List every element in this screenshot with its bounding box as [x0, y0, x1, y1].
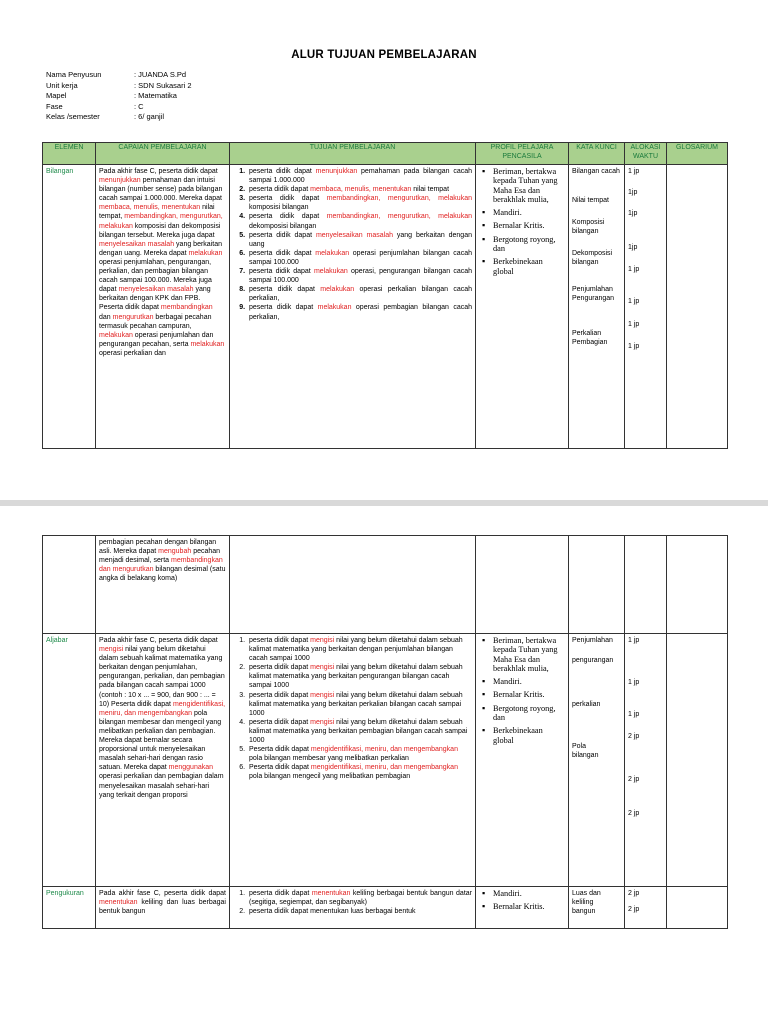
highlighted-verb: melakukan: [315, 249, 350, 257]
text-run: berbagai pecahan termasuk pecahan campuran,: [99, 313, 212, 330]
list-item: [247, 185, 472, 194]
list-item: [247, 636, 472, 663]
highlighted-verb: mengidentifikasi, meniru, dan mengembangkan: [310, 746, 458, 754]
alokasi-cell: [625, 536, 667, 634]
highlighted-verb: melakukan: [313, 268, 348, 276]
meta-value: : Matematika: [134, 91, 177, 101]
list-item: [247, 303, 472, 321]
profil-cell: [476, 165, 569, 449]
keyword: Nilai tempat: [572, 197, 609, 204]
keyword: Dekomposisi bilangan: [572, 250, 613, 267]
text-run: Pada akhir fase C, peserta didik dapat: [99, 168, 218, 175]
text-run: nilai yang belum diketahui dalam sebuah kalimat matematika yang berkaitan pembagian bilangan cacah sampai 1000: [249, 718, 468, 745]
meta-value: : C: [134, 101, 144, 111]
table-row-bilangan: [43, 165, 728, 449]
text-run: operasi penjumlahan dan pengurangan pecahan, serta: [99, 331, 214, 348]
meta-label: Kelas /semester: [46, 112, 100, 122]
elemen-cell: Pengukuran: [43, 887, 96, 929]
time-allocation: 1 jp: [628, 298, 640, 305]
table-header-row: [43, 143, 728, 165]
list-item: [247, 718, 472, 745]
keyword: Perkalian Pembagian: [572, 330, 608, 347]
text-run: pecahan menjadi desimal, serta: [99, 548, 221, 565]
text-run: pola bilangan membesar dan mengecil yang melibatkan perkalian dan pembagian. Mereka dapat bernalar secara proporsional untuk menyelesaikan masalah sehari-hari dengan rasio satuan. Mereka dapat: [99, 709, 222, 772]
text-run: keliling dan luas berbagai bentuk bangun: [99, 899, 226, 916]
highlighted-verb: membandingkan: [160, 304, 213, 312]
list-item: ▪ Berkebinekaan global: [493, 726, 565, 745]
highlighted-verb: melakukan: [188, 249, 223, 257]
keyword: Penjumlahan: [572, 637, 613, 644]
text-run: pola bilangan mengecil yang melibatkan pembagian: [249, 773, 411, 781]
highlighted-verb: mengisi: [99, 646, 124, 654]
text-run: yang berkaitan dengan KPK dan FPB. Peserta didik dapat: [99, 286, 211, 312]
capaian-text: [99, 167, 226, 358]
highlighted-verb: membaca, menulis, menentukan: [99, 204, 201, 212]
text-run: pembagian pecahan dengan bilangan asli. Mereka dapat: [99, 539, 217, 556]
kata-kunci-cell: [569, 634, 625, 887]
list-item: [247, 745, 472, 763]
table-row-aljabar: [43, 634, 728, 887]
text-run: operasi penjumlahan, pengurangan, perkalian, dan pembagian bilangan cacah sampai 100.000. Mereka juga dapat: [99, 258, 212, 294]
highlighted-verb: menyelesaikan masalah: [118, 286, 194, 294]
highlighted-verb: mengubah: [158, 548, 192, 556]
highlighted-verb: membandingkan, mengurutkan, melakukan: [326, 195, 472, 203]
profil-cell: [476, 536, 569, 634]
text-run: operasi perkalian bilangan cacah perkalian,: [249, 286, 472, 303]
keyword: Luas dan keliling bangun: [572, 890, 601, 916]
list-item: ▪ Bernalar Kritis.: [493, 902, 565, 911]
elemen-cell: [43, 536, 96, 634]
list-item: [247, 907, 472, 916]
highlighted-verb: menentukan: [99, 899, 138, 907]
list-item: ▪ Berkebinekaan global: [493, 257, 565, 276]
meta-row: [46, 112, 192, 123]
text-run: pola bilangan membesar yang melibatkan perkalian: [249, 755, 409, 763]
list-item: ▪ Bernalar Kritis.: [493, 690, 565, 699]
highlighted-verb: menyelesaikan masalah: [315, 231, 393, 239]
table-row-bilangan-continued: [43, 536, 728, 634]
meta-label: Nama Penyusun: [46, 70, 102, 79]
highlighted-verb: melakukan: [99, 331, 133, 339]
text-run: operasi pembagian bilangan cacah perkalian,: [249, 304, 472, 321]
list-item: ▪ Mandiri.: [493, 889, 565, 898]
meta-value: : JUANDA S.Pd: [134, 70, 187, 79]
text-run: peserta didik dapat menentukan luas berbagai bentuk: [249, 908, 416, 916]
table-row-pengukuran: [43, 887, 728, 929]
text-run: Pada akhir fase C, peserta didik dapat: [99, 890, 226, 897]
list-item: ▪ Bergotong royong, dan: [493, 235, 565, 254]
text-run: dekomposisi bilangan: [249, 222, 317, 230]
highlighted-verb: mengisi: [310, 637, 335, 644]
text-run: yang berkaitan dengan uang. Mereka dapat: [99, 240, 222, 257]
time-allocation: 1jp: [628, 210, 638, 217]
text-run: komposisi bilangan: [249, 204, 309, 212]
header-elemen: ELEMEN: [43, 143, 96, 165]
text-run: pemahaman pada bilangan cacah sampai 1.000.000: [249, 168, 472, 185]
time-allocation: 2 jp: [628, 906, 640, 914]
header-capaian: CAPAIAN PEMBELAJARAN: [96, 143, 230, 165]
highlighted-verb: melakukan: [320, 286, 355, 294]
profil-cell: [476, 634, 569, 887]
text-run: peserta didik dapat: [249, 286, 321, 294]
elemen-cell: Bilangan: [43, 165, 96, 449]
text-run: peserta didik dapat: [249, 195, 327, 203]
document-page-1: [0, 0, 768, 500]
keyword: Penjumlahan Pengurangan: [572, 286, 615, 303]
list-item: [247, 267, 472, 285]
meta-row: [46, 102, 192, 113]
highlighted-verb: menggunakan: [168, 764, 214, 772]
capaian-text: [99, 636, 226, 800]
text-run: nilai yang belum diketahui dalam sebuah kalimat matematika yang berkaitan dengan penjumlahan, pengurangan, perkalian, dan pembagian pada bilangan cacah sampai 1000 (contoh : 10 x ... = 900, dan 900 : ... = 10) Peserta didik dapat: [99, 646, 225, 708]
glosarium-cell: [667, 634, 728, 887]
time-allocation: 1jp: [628, 189, 638, 196]
list-item: ▪ Mandiri.: [493, 208, 565, 217]
glosarium-cell: [667, 165, 728, 449]
identity-block: [46, 70, 192, 123]
meta-row: [46, 70, 192, 81]
list-item: [247, 663, 472, 690]
atp-table-page-2: [42, 535, 728, 929]
highlighted-verb: mengurutkan: [112, 313, 154, 321]
text-run: nilai yang belum diketahui dalam sebuah kalimat matematika yang berkaitan perkalian bilangan cacah sampai 1000: [249, 691, 463, 717]
keyword: perkalian: [572, 701, 601, 708]
highlighted-verb: mengisi: [310, 718, 335, 726]
time-allocation: 1 jp: [628, 321, 640, 328]
time-allocation: 1jp: [628, 244, 638, 251]
capaian-text: [99, 538, 226, 583]
profil-list: [479, 889, 565, 912]
highlighted-verb: menunjukkan: [315, 168, 358, 175]
list-item: [247, 194, 472, 212]
profil-list: [479, 636, 565, 745]
text-run: peserta didik dapat: [249, 304, 318, 312]
alokasi-cell: [625, 887, 667, 929]
alokasi-cell: [625, 634, 667, 887]
list-item: ▪ Bernalar Kritis.: [493, 221, 565, 230]
kata-kunci-cell: [569, 536, 625, 634]
text-run: bilangan desimal (satu angka di belakang koma): [99, 566, 226, 583]
meta-label: Unit kerja: [46, 80, 78, 90]
highlighted-verb: melakukan: [190, 340, 225, 348]
profil-list: [479, 167, 565, 276]
text-run: operasi perkalian dan: [99, 349, 166, 357]
meta-label: Mapel: [46, 91, 67, 101]
text-run: dan: [99, 313, 113, 321]
capaian-cell: [96, 887, 230, 929]
highlighted-verb: melakukan: [317, 304, 352, 312]
keyword: Pola bilangan: [572, 743, 599, 760]
meta-row: [46, 91, 192, 102]
highlighted-verb: mengidentifikasi, meniru, dan mengembangkan: [310, 764, 458, 772]
list-item: [247, 231, 472, 249]
highlighted-verb: membandingkan, mengurutkan, melakukan: [99, 213, 223, 230]
list-item: ▪ Beriman, bertakwa kepada Tuhan yang Maha Esa dan berakhlak mulia,: [493, 167, 565, 204]
meta-row: [46, 81, 192, 92]
text-run: peserta didik dapat: [249, 691, 311, 699]
time-allocation: 2 jp: [628, 890, 640, 897]
highlighted-verb: mengisi: [310, 691, 335, 699]
atp-table-page-1: [42, 142, 728, 449]
text-run: Pada akhir fase C, peserta didik dapat: [99, 637, 218, 644]
time-allocation: 2 jp: [628, 810, 640, 817]
text-run: peserta didik dapat: [249, 718, 311, 726]
tujuan-list: [233, 636, 472, 782]
text-run: Peserta didik dapat: [249, 764, 311, 772]
profil-cell: [476, 887, 569, 929]
text-run: peserta didik dapat: [249, 213, 327, 221]
time-allocation: 2 jp: [628, 776, 640, 783]
meta-value: : 6/ ganjil: [134, 112, 165, 122]
document-title: ALUR TUJUAN PEMBELAJARAN: [291, 49, 477, 61]
highlighted-verb: membandingkan, mengurutkan, melakukan: [326, 213, 472, 221]
highlighted-verb: mengisi: [310, 664, 335, 672]
document-page-2: [0, 506, 768, 1024]
text-run: peserta didik dapat: [249, 268, 314, 276]
kata-kunci-cell: [569, 165, 625, 449]
text-run: komposisi dan dekomposisi bilangan tersebut. Mereka juga dapat: [99, 222, 221, 239]
highlighted-verb: membaca, menulis, menentukan: [310, 186, 412, 194]
time-allocation: 1 jp: [628, 266, 640, 273]
time-allocation: 1 jp: [628, 168, 640, 175]
text-run: nilai tempat: [411, 186, 450, 194]
list-item: [247, 167, 472, 185]
list-item: ▪ Mandiri.: [493, 677, 565, 686]
tujuan-list: [233, 889, 472, 916]
list-item: [247, 763, 472, 781]
text-run: peserta didik dapat: [249, 168, 316, 175]
tujuan-cell: [230, 165, 476, 449]
text-run: Peserta didik dapat: [249, 746, 311, 754]
glosarium-cell: [667, 887, 728, 929]
text-run: nilai yang belum diketahui dalam sebuah kalimat matematika yang berkaitan dengan penjumlahan bilangan cacah sampai 1000: [249, 637, 463, 663]
text-run: peserta didik dapat: [249, 664, 311, 672]
time-allocation: 2 jp: [628, 733, 640, 740]
highlighted-verb: menyelesaikan masalah: [99, 240, 175, 248]
alokasi-cell: [625, 165, 667, 449]
text-run: operasi, pengurangan bilangan cacah sampai 100.000: [249, 268, 472, 285]
tujuan-cell: [230, 887, 476, 929]
text-run: peserta didik dapat: [249, 186, 311, 194]
list-item: [247, 212, 472, 230]
capaian-cell: [96, 165, 230, 449]
keyword: Bilangan cacah: [572, 168, 620, 175]
capaian-cell: [96, 634, 230, 887]
kata-kunci-cell: [569, 887, 625, 929]
header-profil: PROFIL PELAJARA PENCASILA: [476, 143, 569, 165]
meta-label: Fase: [46, 101, 63, 111]
text-run: peserta didik dapat: [249, 890, 312, 897]
highlighted-verb: mengidentifikasi, meniru, dan mengembangkan: [99, 700, 226, 717]
keyword: pengurangan: [572, 657, 614, 664]
glosarium-cell: [667, 536, 728, 634]
header-glosarium: GLOSARIUM: [667, 143, 728, 165]
list-item: [247, 285, 472, 303]
time-allocation: 1 jp: [628, 637, 640, 644]
keyword: Komposisi bilangan: [572, 219, 605, 236]
list-item: ▪ Beriman, bertakwa kepada Tuhan yang Maha Esa dan berakhlak mulia,: [493, 636, 565, 673]
list-item: [247, 691, 472, 718]
highlighted-verb: menunjukkan: [99, 177, 141, 185]
capaian-text: [99, 889, 226, 916]
list-item: ▪ Bergotong royong, dan: [493, 704, 565, 723]
tujuan-list: [233, 167, 472, 322]
highlighted-verb: membandingkan dan mengurutkan: [99, 557, 223, 574]
text-run: pemahaman dan intuisi bilangan (number sense) pada bilangan cacah sampai 1.000.000. Mereka dapat: [99, 177, 223, 203]
time-allocation: 1 jp: [628, 343, 640, 350]
header-kata-kunci: KATA KUNCI: [569, 143, 625, 165]
text-run: operasi perkalian dan pembagian dalam menyelesaikan masalah sehari-hari yang terkait dengan proporsi: [99, 773, 224, 799]
time-allocation: 1 jp: [628, 711, 640, 718]
text-run: peserta didik dapat: [249, 231, 316, 239]
text-run: peserta didik dapat: [249, 637, 311, 644]
text-run: keliling berbagai bentuk bangun datar (segitiga, segiempat, dan segibanyak): [249, 890, 472, 907]
highlighted-verb: menentukan: [311, 890, 351, 897]
text-run: peserta didik dapat: [249, 249, 316, 257]
text-run: operasi penjumlahan bilangan cacah sampai 100.000: [249, 249, 472, 266]
text-run: nilai yang belum diketahui dalam sebuah kalimat matematika yang berkaitan pengurangan bilangan cacah sampai 1000: [249, 664, 463, 690]
header-tujuan: TUJUAN PEMBELAJARAN: [230, 143, 476, 165]
list-item: [247, 249, 472, 267]
header-alokasi: ALOKASI WAKTU: [625, 143, 667, 165]
capaian-cell: [96, 536, 230, 634]
tujuan-cell: [230, 634, 476, 887]
list-item: [247, 889, 472, 907]
text-run: nilai tempat,: [99, 204, 215, 221]
elemen-cell: Aljabar: [43, 634, 96, 887]
meta-value: : SDN Sukasari 2: [134, 80, 192, 90]
text-run: yang berkaitan dengan uang: [249, 231, 472, 248]
time-allocation: 1 jp: [628, 679, 640, 686]
tujuan-cell: [230, 536, 476, 634]
